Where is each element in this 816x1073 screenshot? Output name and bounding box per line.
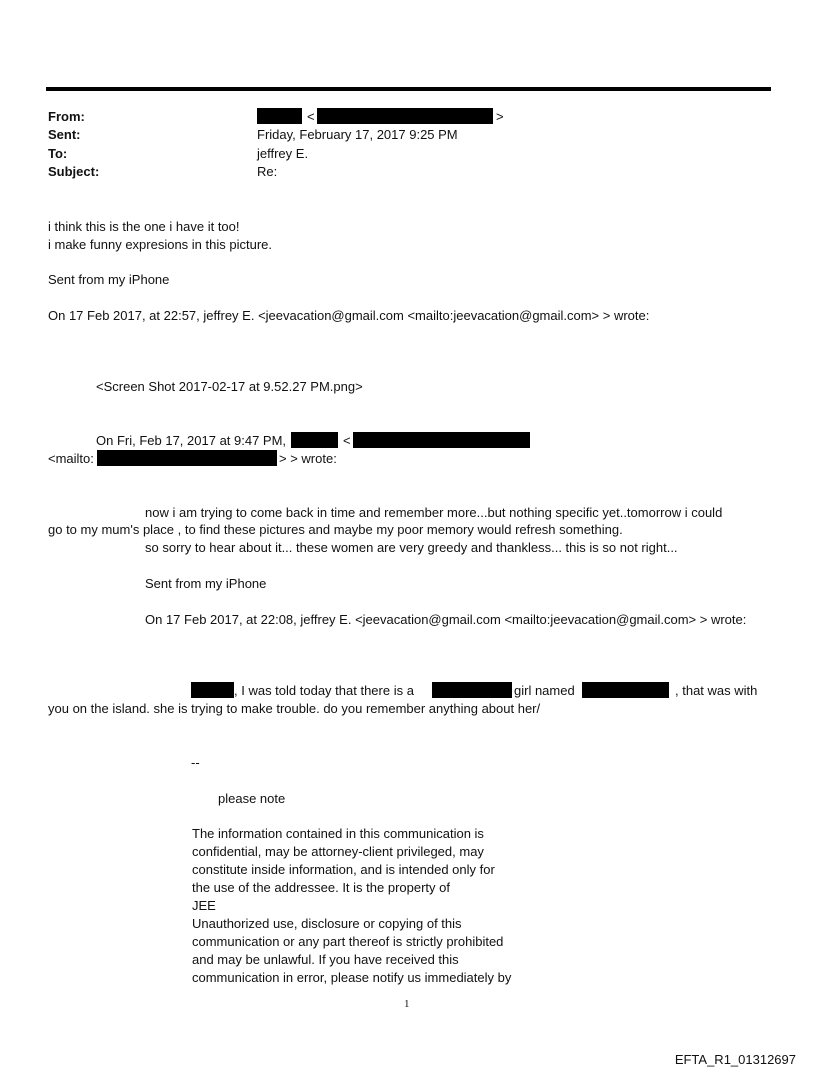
subject-value: Re: — [257, 164, 278, 179]
disclaimer-line: communication or any part thereof is strictly prohibited — [192, 934, 504, 949]
header-rule — [46, 87, 771, 91]
redacted-email-2 — [353, 432, 530, 448]
quote2-wrote: > > wrote: — [279, 451, 337, 466]
page-number: 1 — [404, 998, 410, 1010]
quote2-header: On Fri, Feb 17, 2017 at 9:47 PM, — [96, 433, 287, 448]
msg-part-2: girl named — [514, 683, 575, 698]
from-gt-bracket: > — [496, 109, 504, 124]
to-label: To: — [48, 146, 68, 161]
msg-line-2: you on the island. she is trying to make trouble. do you remember anything about her/ — [48, 701, 541, 716]
body-line-2: i make funny expresions in this picture. — [48, 237, 272, 252]
screenshot-attachment: <Screen Shot 2017-02-17 at 9.52.27 PM.png> — [96, 379, 363, 394]
sent-label: Sent: — [48, 127, 81, 142]
from-label: From: — [48, 109, 85, 124]
redacted-name-2 — [291, 432, 338, 448]
quote2-lt-bracket: < — [343, 433, 351, 448]
quote2-mailto: <mailto: — [48, 451, 94, 466]
para1-line-2: go to my mum's place , to find these pictures and maybe my poor memory would refresh something. — [48, 522, 623, 537]
redacted-girl-name — [582, 682, 669, 698]
subject-label: Subject: — [48, 164, 100, 179]
sent-from-iphone-1: Sent from my iPhone — [48, 272, 170, 287]
redacted-sender-name — [257, 108, 302, 124]
msg-part-1: , I was told today that there is a — [234, 683, 414, 698]
quote3-header: On 17 Feb 2017, at 22:08, jeffrey E. <jeevacation@gmail.com <mailto:jeevacation@gmail.com> > wrote: — [145, 612, 747, 627]
redacted-mailto-2 — [97, 450, 277, 466]
sent-value: Friday, February 17, 2017 9:25 PM — [257, 127, 458, 142]
quote1-header: On 17 Feb 2017, at 22:57, jeffrey E. <jeevacation@gmail.com <mailto:jeevacation@gmail.com> > wrote: — [48, 308, 650, 323]
disclaimer-line: JEE — [192, 898, 216, 913]
disclaimer-line: constitute inside information, and is intended only for — [192, 862, 495, 877]
redacted-sender-email — [317, 108, 493, 124]
to-value: jeffrey E. — [257, 146, 309, 161]
please-note: please note — [218, 791, 286, 806]
body-line-1: i think this is the one i have it too! — [48, 219, 240, 234]
para1-line-3: so sorry to hear about it... these women are very greedy and thankless... this is so not right... — [145, 540, 678, 555]
disclaimer-line: the use of the addressee. It is the property of — [192, 880, 450, 895]
disclaimer-line: communication in error, please notify us immediately by — [192, 970, 512, 985]
redacted-name-3 — [191, 682, 234, 698]
signature-dashes: -- — [191, 755, 200, 770]
disclaimer-line: The information contained in this communication is — [192, 826, 484, 841]
disclaimer-line: confidential, may be attorney-client privileged, may — [192, 844, 484, 859]
redacted-descriptor — [432, 682, 512, 698]
para1-line-1: now i am trying to come back in time and remember more...but nothing specific yet..tomorrow i could — [145, 505, 723, 520]
document-id: EFTA_R1_01312697 — [674, 1052, 796, 1067]
sent-from-iphone-2: Sent from my iPhone — [145, 576, 267, 591]
msg-part-3: , that was with — [675, 683, 758, 698]
disclaimer-line: Unauthorized use, disclosure or copying of this — [192, 916, 462, 931]
from-lt-bracket: < — [307, 109, 315, 124]
disclaimer-line: and may be unlawful. If you have received this — [192, 952, 459, 967]
